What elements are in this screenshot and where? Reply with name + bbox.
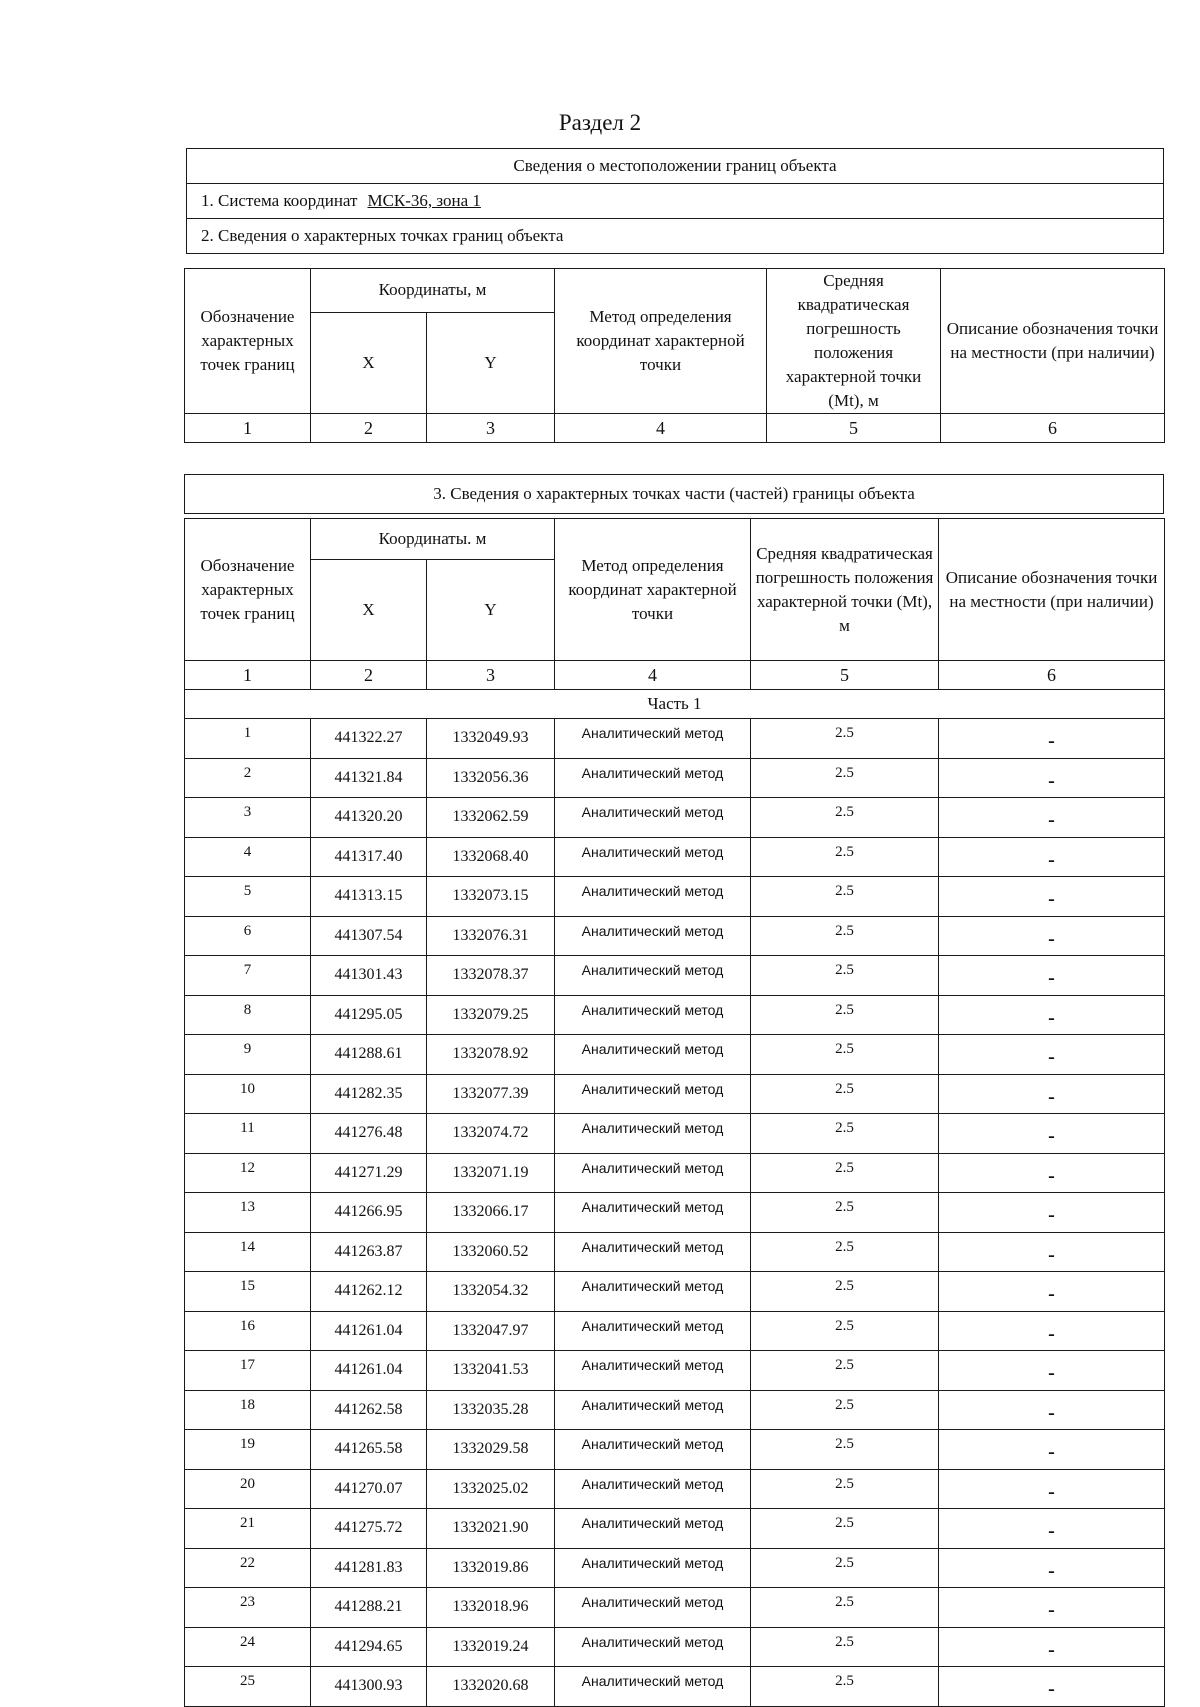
point-description: - bbox=[939, 1193, 1165, 1233]
table-row bbox=[185, 1627, 1165, 1667]
point-number: 16 bbox=[185, 1311, 311, 1351]
point-x: 441282.35 bbox=[311, 1074, 427, 1114]
point-y: 1332071.19 bbox=[427, 1153, 555, 1193]
point-number: 21 bbox=[185, 1509, 311, 1549]
point-description: - bbox=[939, 877, 1165, 917]
point-method: Аналитический метод bbox=[555, 1430, 751, 1470]
point-x: 441301.43 bbox=[311, 956, 427, 996]
col-number: 5 bbox=[767, 414, 941, 443]
point-x: 441322.27 bbox=[311, 719, 427, 759]
table-row bbox=[185, 1430, 1165, 1470]
table-row bbox=[185, 719, 1165, 759]
table-row bbox=[185, 758, 1165, 798]
point-error: 2.5 bbox=[751, 1193, 939, 1233]
point-y: 1332047.97 bbox=[427, 1311, 555, 1351]
point-method: Аналитический метод bbox=[555, 1232, 751, 1272]
point-method: Аналитический метод bbox=[555, 956, 751, 996]
col-number: 6 bbox=[939, 661, 1165, 690]
point-y: 1332062.59 bbox=[427, 798, 555, 838]
point-number: 11 bbox=[185, 1114, 311, 1154]
point-x: 441307.54 bbox=[311, 916, 427, 956]
point-description: - bbox=[939, 1588, 1165, 1628]
table-row bbox=[185, 1311, 1165, 1351]
col-number: 2 bbox=[311, 661, 427, 690]
point-method: Аналитический метод bbox=[555, 995, 751, 1035]
point-x: 441276.48 bbox=[311, 1114, 427, 1154]
points-rows bbox=[185, 719, 1165, 1707]
col-number: 4 bbox=[555, 414, 767, 443]
point-y: 1332021.90 bbox=[427, 1509, 555, 1549]
point-x: 441300.93 bbox=[311, 1667, 427, 1707]
point-description: - bbox=[939, 1153, 1165, 1193]
point-y: 1332056.36 bbox=[427, 758, 555, 798]
point-x: 441262.58 bbox=[311, 1390, 427, 1430]
point-number: 14 bbox=[185, 1232, 311, 1272]
point-x: 441281.83 bbox=[311, 1548, 427, 1588]
point-description: - bbox=[939, 1627, 1165, 1667]
point-method: Аналитический метод bbox=[555, 1548, 751, 1588]
point-method: Аналитический метод bbox=[555, 1351, 751, 1391]
col-description-header: Описание обозначения точки на местности (при наличии) bbox=[941, 269, 1165, 414]
col-error-header: Средняя квадратическая погрешность положения характерной точки (Mt), м bbox=[751, 519, 939, 661]
point-error: 2.5 bbox=[751, 1114, 939, 1154]
point-number: 4 bbox=[185, 837, 311, 877]
col-number: 1 bbox=[185, 414, 311, 443]
table-row bbox=[185, 956, 1165, 996]
point-description: - bbox=[939, 1548, 1165, 1588]
point-number: 1 bbox=[185, 719, 311, 759]
point-description: - bbox=[939, 1311, 1165, 1351]
point-description: - bbox=[939, 1430, 1165, 1470]
point-number: 17 bbox=[185, 1351, 311, 1391]
point-error: 2.5 bbox=[751, 837, 939, 877]
point-number: 8 bbox=[185, 995, 311, 1035]
point-method: Аналитический метод bbox=[555, 719, 751, 759]
point-method: Аналитический метод bbox=[555, 1509, 751, 1549]
point-number: 20 bbox=[185, 1469, 311, 1509]
col-y-header: Y bbox=[427, 312, 555, 413]
table-row bbox=[185, 877, 1165, 917]
point-y: 1332020.68 bbox=[427, 1667, 555, 1707]
point-method: Аналитический метод bbox=[555, 1193, 751, 1233]
points-heading: 2. Сведения о характерных точках границ объекта bbox=[187, 219, 1164, 254]
point-error: 2.5 bbox=[751, 1509, 939, 1549]
point-description: - bbox=[939, 1074, 1165, 1114]
col-designation-header: Обозначение характерных точек границ bbox=[185, 269, 311, 414]
point-y: 1332049.93 bbox=[427, 719, 555, 759]
point-error: 2.5 bbox=[751, 916, 939, 956]
point-x: 441266.95 bbox=[311, 1193, 427, 1233]
point-description: - bbox=[939, 1390, 1165, 1430]
point-x: 441295.05 bbox=[311, 995, 427, 1035]
point-x: 441275.72 bbox=[311, 1509, 427, 1549]
table-row bbox=[185, 1272, 1165, 1312]
point-description: - bbox=[939, 1509, 1165, 1549]
point-error: 2.5 bbox=[751, 1667, 939, 1707]
col-designation-header: Обозначение характерных точек границ bbox=[185, 519, 311, 661]
point-number: 9 bbox=[185, 1035, 311, 1075]
point-error: 2.5 bbox=[751, 1627, 939, 1667]
point-number: 7 bbox=[185, 956, 311, 996]
point-method: Аналитический метод bbox=[555, 758, 751, 798]
point-description: - bbox=[939, 1035, 1165, 1075]
col-x-header: X bbox=[311, 560, 427, 661]
point-error: 2.5 bbox=[751, 1232, 939, 1272]
point-number: 22 bbox=[185, 1548, 311, 1588]
table-row bbox=[185, 1588, 1165, 1628]
point-number: 6 bbox=[185, 916, 311, 956]
point-error: 2.5 bbox=[751, 1390, 939, 1430]
point-error: 2.5 bbox=[751, 1588, 939, 1628]
page-title: Раздел 2 bbox=[558, 110, 642, 135]
part-points-table bbox=[184, 518, 1165, 1707]
table-row bbox=[185, 1667, 1165, 1707]
point-error: 2.5 bbox=[751, 1548, 939, 1588]
col-number: 6 bbox=[941, 414, 1165, 443]
point-method: Аналитический метод bbox=[555, 1469, 751, 1509]
point-number: 12 bbox=[185, 1153, 311, 1193]
point-y: 1332019.24 bbox=[427, 1627, 555, 1667]
point-error: 2.5 bbox=[751, 1311, 939, 1351]
point-method: Аналитический метод bbox=[555, 1588, 751, 1628]
point-error: 2.5 bbox=[751, 1430, 939, 1470]
point-number: 3 bbox=[185, 798, 311, 838]
part-label: Часть 1 bbox=[185, 690, 1165, 719]
point-description: - bbox=[939, 758, 1165, 798]
point-description: - bbox=[939, 798, 1165, 838]
point-description: - bbox=[939, 719, 1165, 759]
point-error: 2.5 bbox=[751, 877, 939, 917]
point-error: 2.5 bbox=[751, 1351, 939, 1391]
col-number: 4 bbox=[555, 661, 751, 690]
col-error-header: Средняя квадратическая погрешность положения характерной точки (Mt), м bbox=[767, 269, 941, 414]
point-method: Аналитический метод bbox=[555, 877, 751, 917]
table-row bbox=[185, 916, 1165, 956]
point-x: 441288.21 bbox=[311, 1588, 427, 1628]
point-method: Аналитический метод bbox=[555, 1311, 751, 1351]
col-y-header: Y bbox=[427, 560, 555, 661]
table-row bbox=[185, 1114, 1165, 1154]
point-y: 1332079.25 bbox=[427, 995, 555, 1035]
point-method: Аналитический метод bbox=[555, 1272, 751, 1312]
boundary-points-header-table bbox=[184, 268, 1165, 443]
point-error: 2.5 bbox=[751, 1035, 939, 1075]
point-method: Аналитический метод bbox=[555, 1074, 751, 1114]
point-error: 2.5 bbox=[751, 1469, 939, 1509]
col-method-header: Метод определения координат характерной точки bbox=[555, 269, 767, 414]
point-description: - bbox=[939, 1114, 1165, 1154]
point-y: 1332029.58 bbox=[427, 1430, 555, 1470]
point-x: 441320.20 bbox=[311, 798, 427, 838]
point-x: 441294.65 bbox=[311, 1627, 427, 1667]
point-y: 1332066.17 bbox=[427, 1193, 555, 1233]
point-x: 441262.12 bbox=[311, 1272, 427, 1312]
point-number: 23 bbox=[185, 1588, 311, 1628]
point-y: 1332041.53 bbox=[427, 1351, 555, 1391]
section3-heading: 3. Сведения о характерных точках части (частей) границы объекта bbox=[185, 475, 1164, 514]
col-number: 3 bbox=[427, 661, 555, 690]
point-description: - bbox=[939, 956, 1165, 996]
point-x: 441261.04 bbox=[311, 1311, 427, 1351]
point-method: Аналитический метод bbox=[555, 1114, 751, 1154]
table-row bbox=[185, 1548, 1165, 1588]
point-number: 24 bbox=[185, 1627, 311, 1667]
table-row bbox=[185, 837, 1165, 877]
col-coordinates-header: Координаты, м bbox=[311, 269, 555, 313]
point-x: 441321.84 bbox=[311, 758, 427, 798]
point-description: - bbox=[939, 1351, 1165, 1391]
point-error: 2.5 bbox=[751, 956, 939, 996]
object-location-info bbox=[186, 148, 1164, 254]
col-coordinates-header: Координаты. м bbox=[311, 519, 555, 560]
point-x: 441265.58 bbox=[311, 1430, 427, 1470]
table-row bbox=[185, 1193, 1165, 1233]
point-x: 441288.61 bbox=[311, 1035, 427, 1075]
col-x-header: X bbox=[311, 312, 427, 413]
point-method: Аналитический метод bbox=[555, 798, 751, 838]
col-description-header: Описание обозначения точки на местности (при наличии) bbox=[939, 519, 1165, 661]
table-row bbox=[185, 1390, 1165, 1430]
point-x: 441271.29 bbox=[311, 1153, 427, 1193]
coordinate-system-row bbox=[187, 184, 1164, 219]
table-row bbox=[185, 1351, 1165, 1391]
point-number: 2 bbox=[185, 758, 311, 798]
col-number: 1 bbox=[185, 661, 311, 690]
point-description: - bbox=[939, 1232, 1165, 1272]
point-number: 19 bbox=[185, 1430, 311, 1470]
point-error: 2.5 bbox=[751, 1153, 939, 1193]
point-method: Аналитический метод bbox=[555, 1627, 751, 1667]
col-method-header: Метод определения координат характерной точки bbox=[555, 519, 751, 661]
point-error: 2.5 bbox=[751, 758, 939, 798]
point-description: - bbox=[939, 837, 1165, 877]
point-description: - bbox=[939, 1667, 1165, 1707]
section3-title-box bbox=[184, 474, 1164, 514]
point-method: Аналитический метод bbox=[555, 1667, 751, 1707]
coordinate-system-value: МСК-36, зона 1 bbox=[367, 191, 481, 210]
point-x: 441317.40 bbox=[311, 837, 427, 877]
col-number: 2 bbox=[311, 414, 427, 443]
point-description: - bbox=[939, 995, 1165, 1035]
point-method: Аналитический метод bbox=[555, 837, 751, 877]
point-y: 1332078.37 bbox=[427, 956, 555, 996]
point-x: 441270.07 bbox=[311, 1469, 427, 1509]
point-number: 10 bbox=[185, 1074, 311, 1114]
point-method: Аналитический метод bbox=[555, 1153, 751, 1193]
point-method: Аналитический метод bbox=[555, 1390, 751, 1430]
point-y: 1332035.28 bbox=[427, 1390, 555, 1430]
point-number: 5 bbox=[185, 877, 311, 917]
point-error: 2.5 bbox=[751, 798, 939, 838]
point-description: - bbox=[939, 916, 1165, 956]
point-x: 441313.15 bbox=[311, 877, 427, 917]
col-number: 3 bbox=[427, 414, 555, 443]
point-y: 1332073.15 bbox=[427, 877, 555, 917]
table-row bbox=[185, 1469, 1165, 1509]
point-number: 13 bbox=[185, 1193, 311, 1233]
point-number: 15 bbox=[185, 1272, 311, 1312]
table-row bbox=[185, 1232, 1165, 1272]
point-y: 1332077.39 bbox=[427, 1074, 555, 1114]
point-error: 2.5 bbox=[751, 1074, 939, 1114]
table-row bbox=[185, 995, 1165, 1035]
point-error: 2.5 bbox=[751, 719, 939, 759]
point-number: 18 bbox=[185, 1390, 311, 1430]
table-row bbox=[185, 1153, 1165, 1193]
point-description: - bbox=[939, 1469, 1165, 1509]
point-x: 441263.87 bbox=[311, 1232, 427, 1272]
point-x: 441261.04 bbox=[311, 1351, 427, 1391]
table-row bbox=[185, 798, 1165, 838]
point-error: 2.5 bbox=[751, 1272, 939, 1312]
table-row bbox=[185, 1035, 1165, 1075]
point-y: 1332025.02 bbox=[427, 1469, 555, 1509]
col-number: 5 bbox=[751, 661, 939, 690]
point-y: 1332018.96 bbox=[427, 1588, 555, 1628]
point-method: Аналитический метод bbox=[555, 1035, 751, 1075]
point-y: 1332074.72 bbox=[427, 1114, 555, 1154]
info-heading: Сведения о местоположении границ объекта bbox=[187, 149, 1164, 184]
point-y: 1332076.31 bbox=[427, 916, 555, 956]
coordinate-system-label: 1. Система координат bbox=[201, 191, 358, 210]
point-y: 1332019.86 bbox=[427, 1548, 555, 1588]
point-y: 1332078.92 bbox=[427, 1035, 555, 1075]
point-y: 1332060.52 bbox=[427, 1232, 555, 1272]
point-error: 2.5 bbox=[751, 995, 939, 1035]
point-method: Аналитический метод bbox=[555, 916, 751, 956]
point-y: 1332068.40 bbox=[427, 837, 555, 877]
point-y: 1332054.32 bbox=[427, 1272, 555, 1312]
point-description: - bbox=[939, 1272, 1165, 1312]
table-row bbox=[185, 1074, 1165, 1114]
table-row bbox=[185, 1509, 1165, 1549]
point-number: 25 bbox=[185, 1667, 311, 1707]
